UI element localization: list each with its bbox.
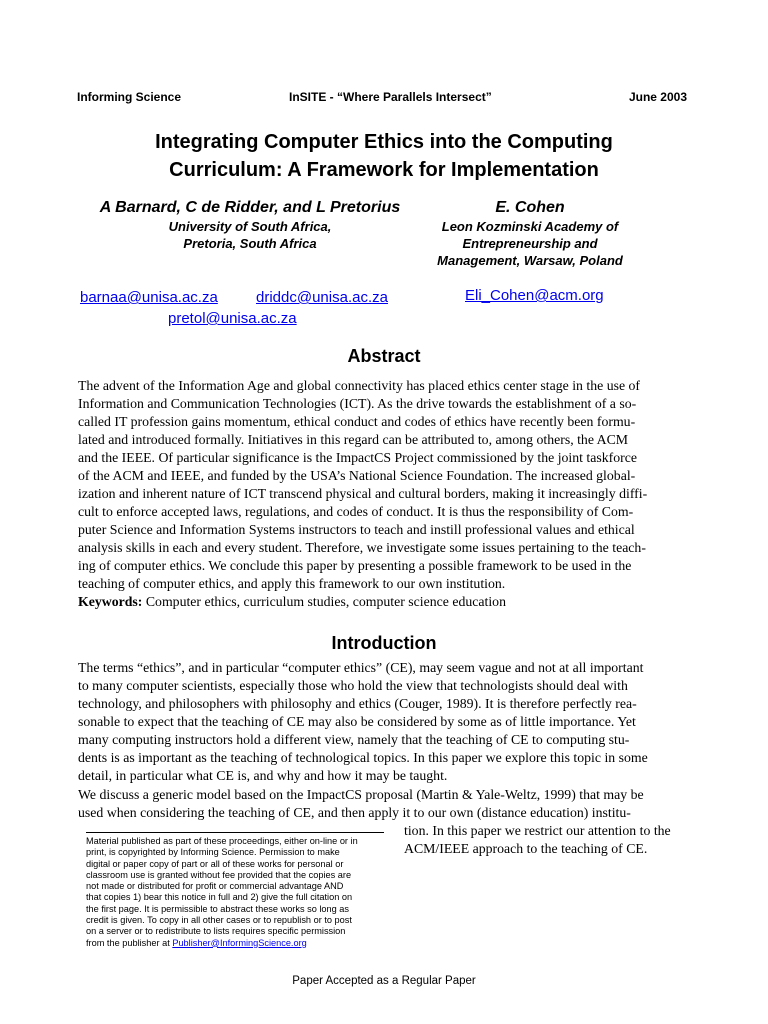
affiliation-right-2: Entrepreneurship and (462, 236, 598, 251)
keywords-text: Computer ethics, curriculum studies, computer science education (142, 594, 506, 609)
paper-title (0, 128, 768, 184)
abstract-line: called IT profession gains momentum, ethical conduct and codes of ethics have recently been formu- (78, 414, 636, 429)
abstract-line: ization and inherent nature of ICT transcend physical and cultural borders, making it increasingly diffi- (78, 486, 648, 501)
footnote-line: print, is copyrighted by Informing Science. Permission to make (86, 847, 340, 858)
affiliation-left-1: University of South Africa, (168, 219, 332, 234)
abstract-line: lated and introduced formally. Initiatives in this regard can be attributed to, among others, the ACM (78, 432, 629, 447)
intro-line: technology, and philosophers with philosophy and ethics (Couger, 1989). It is therefore perfectly rea- (78, 696, 637, 711)
intro-line: tion. In this paper we restrict our attention to the (404, 823, 671, 838)
author-names-left: A Barnard, C de Ridder, and L Pretorius (99, 199, 401, 216)
keywords (78, 593, 694, 611)
publisher-email-link[interactable]: Publisher@InformingScience.org (172, 937, 307, 948)
conference-name: InSITE - “Where Parallels Intersect” (289, 90, 492, 104)
abstract-heading: Abstract (347, 346, 421, 366)
author-block-right (430, 198, 630, 269)
intro-line: used when considering the teaching of CE, and then apply it to our own (distance education) institu- (78, 805, 631, 820)
intro-line: to many computer scientists, especially those who hold the view that technologists should deal with (78, 678, 628, 693)
keywords-label: Keywords: (78, 594, 143, 609)
footnote-divider (86, 832, 384, 833)
abstract-line: ing of computer ethics. We conclude this paper by presenting a possible framework to be used in the (78, 558, 632, 573)
intro-line: We discuss a generic model based on the ImpactCS proposal (Martin & Yale-Weltz, 1999) that may be (78, 787, 644, 802)
title-line-1: Integrating Computer Ethics into the Computing (155, 131, 613, 153)
footnote-line: that copies 1) bear this notice in full and 2) give the full citation on (86, 892, 353, 903)
email-link-pretol[interactable]: pretol@unisa.ac.za (168, 310, 297, 327)
running-header (77, 90, 687, 104)
title-line-2: Curriculum: A Framework for Implementation (169, 159, 599, 181)
footnote-line: digital or paper copy of part or all of these works for personal or (86, 858, 344, 869)
affiliation-right-1: Leon Kozminski Academy of (441, 219, 619, 234)
affiliation-right-3: Management, Warsaw, Poland (437, 253, 623, 268)
footnote-line (86, 938, 386, 949)
abstract-line: cult to enforce accepted laws, regulations, and codes of conduct. It is thus the responsibility of Com- (78, 504, 634, 519)
footnote-line: classroom use is granted without fee provided that the copies are (86, 869, 352, 880)
footnote-line: Material published as part of these proceedings, either on-line or in (86, 836, 358, 846)
footnote-line: not made or distributed for profit or commercial advantage AND (86, 881, 344, 892)
abstract-line: analysis skills in each and every student. Therefore, we investigate some issues pertaining to the teach- (78, 540, 646, 555)
abstract-line: puter Science and Information Systems instructors to teach and instill professional values and ethical (78, 522, 635, 537)
issue-date: June 2003 (628, 90, 687, 104)
intro-line: ACM/IEEE approach to the teaching of CE. (404, 841, 648, 856)
footnote-line: credit is given. To copy in all other cases or to republish or to post (86, 915, 352, 926)
abstract-body (78, 377, 694, 593)
email-link-driddc[interactable]: driddc@unisa.ac.za (256, 289, 388, 306)
journal-name: Informing Science (77, 90, 182, 104)
intro-paragraph-2 (78, 786, 694, 822)
author-block-left (80, 198, 420, 252)
intro-line: many computing instructors hold a different view, namely that the teaching of CE to computing stu- (78, 732, 630, 747)
intro-paragraph-1 (78, 659, 694, 785)
abstract-line: and the IEEE. Of particular significance is the ImpactCS Project commissioned by the joint taskforce (78, 450, 637, 465)
intro-line: detail, in particular what CE is, and why and how it may be taught. (78, 768, 448, 783)
intro-line: The terms “ethics”, and in particular “computer ethics” (CE), may seem vague and not at all important (78, 660, 644, 675)
intro-paragraph-2-continued (404, 822, 696, 858)
footnote-line: on a server or to redistribute to lists requires specific permission (86, 926, 346, 937)
email-link-barnaa[interactable]: barnaa@unisa.ac.za (80, 289, 218, 306)
abstract-line: The advent of the Information Age and global connectivity has placed ethics center stage in the use of (78, 378, 641, 393)
abstract-line: teaching of computer ethics, and apply this framework to our own institution. (78, 576, 506, 591)
copyright-footnote (86, 836, 386, 949)
intro-line: sonable to expect that the teaching of CE may also be considered by some as of little importance. Yet (78, 714, 636, 729)
introduction-heading: Introduction (331, 633, 437, 653)
email-link-cohen[interactable]: Eli_Cohen@acm.org (465, 287, 604, 304)
footnote-line: the first page. It is permissible to abstract these works so long as (86, 903, 349, 914)
intro-line: dents is as important as the teaching of technological topics. In this paper we explore this topic in some (78, 750, 648, 765)
abstract-line: of the ACM and IEEE, and funded by the USA’s National Science Foundation. The increased global- (78, 468, 636, 483)
page-footer: Paper Accepted as a Regular Paper (292, 975, 476, 987)
affiliation-left-2: Pretoria, South Africa (183, 236, 317, 251)
abstract-line: Information and Communication Technologies (ICT). As the drive towards the establishment of a so- (78, 396, 637, 411)
footnote-prefix: from the publisher at (86, 937, 173, 948)
author-names-right: E. Cohen (495, 199, 565, 216)
